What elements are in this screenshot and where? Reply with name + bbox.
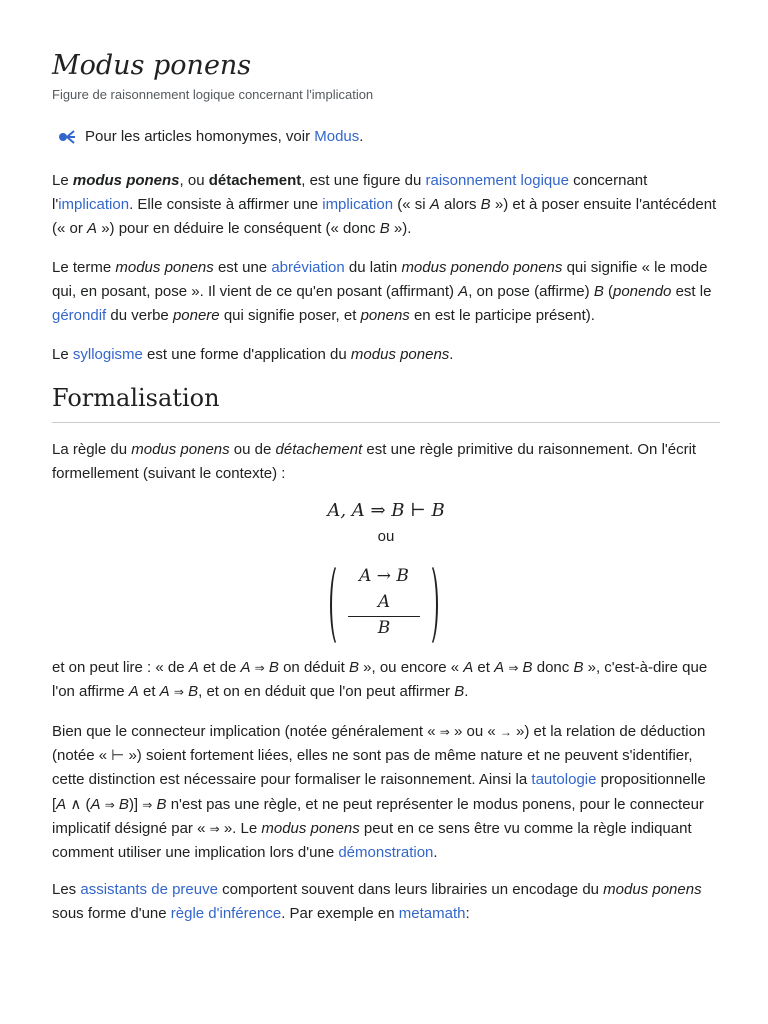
link-implication-2[interactable]: implication: [322, 196, 394, 214]
math-var: B: [480, 196, 491, 214]
math-symbol: ⇒: [508, 661, 519, 675]
paragraph-lecture: [52, 656, 720, 704]
text-emphasis: modus ponens: [131, 441, 230, 458]
text: en est le participe présent).: [409, 307, 595, 325]
text: sous forme d'une: [52, 905, 171, 923]
math-symbol: ⇒: [104, 797, 115, 812]
text: »).: [389, 220, 412, 238]
math-var: B: [593, 283, 604, 301]
math-symbol: ⇒: [209, 821, 220, 836]
rule-premise-1: A → B: [359, 566, 409, 586]
text: (: [603, 283, 613, 301]
math-var: B: [118, 795, 129, 813]
text: et: [473, 659, 495, 676]
text: .: [464, 683, 469, 701]
paragraph-syllogisme: [52, 343, 720, 367]
text: et de: [198, 659, 241, 676]
text-emphasis: modus ponens: [72, 172, 180, 189]
page-title: Modus ponens: [52, 50, 252, 81]
text-emphasis: ponens: [360, 307, 410, 325]
text-emphasis: modus ponens: [603, 881, 702, 898]
paragraph-distinction: [52, 720, 720, 865]
text-emphasis: ponendo: [613, 283, 672, 301]
math-var: A: [188, 659, 199, 676]
text: du latin: [344, 259, 402, 276]
text: .: [433, 844, 438, 862]
math-var: B: [188, 683, 199, 701]
text: et on peut lire : « de: [52, 659, 189, 676]
section-heading-formalisation: Formalisation: [52, 384, 720, 423]
text: La règle du: [52, 441, 132, 458]
left-parenthesis: [330, 562, 348, 648]
text: . Elle consiste à affirmer une: [129, 196, 323, 214]
text: du verbe: [106, 307, 173, 325]
text: (« si: [393, 196, 430, 214]
text: ∧ (: [66, 795, 91, 813]
text: ») soient fortement liées, elles ne sont pas de même nature et ne peuvent s'identifier, cette distinction est nécessaire pour formaliser le raisonnement. Ainsi la: [52, 747, 693, 789]
text: », c'est-à-dire que l'on affirme: [52, 659, 708, 701]
text: , ou: [179, 172, 209, 189]
text: n'est pas une règle, et ne peut représenter le modus ponens, pour le connecteur implicatif désigné par «: [52, 795, 704, 837]
text-emphasis: modus ponendo ponens: [401, 259, 563, 276]
math-var: B: [348, 659, 359, 676]
math-var: A: [87, 220, 98, 238]
text-emphasis: détachement: [275, 441, 363, 458]
link-assistants-de-preuve[interactable]: assistants de preuve: [80, 881, 218, 898]
text: ». Le: [219, 819, 262, 837]
text: comportent souvent dans leurs librairies un encodage du: [217, 881, 604, 898]
text: .: [449, 346, 454, 363]
text-emphasis: modus ponens: [115, 259, 214, 276]
link-abreviation[interactable]: abréviation: [271, 259, 345, 276]
text: on déduit: [278, 659, 349, 676]
link-gerondif[interactable]: gérondif: [52, 307, 107, 325]
math-var: B: [522, 659, 533, 676]
rule-fraction-bar: [348, 616, 420, 617]
text: , on pose (affirme): [468, 283, 594, 301]
math-var: A: [429, 196, 440, 214]
text: ») et la relation de déduction (notée «: [52, 723, 706, 765]
rule-conclusion: B: [377, 618, 391, 638]
text: » ou «: [449, 723, 500, 740]
link-regle-inference[interactable]: règle d'inférence: [170, 905, 282, 923]
text: Le: [52, 346, 73, 363]
text: Le terme: [52, 259, 116, 276]
paragraph-formalisation: [52, 438, 720, 486]
page-subtitle: Figure de raisonnement logique concernant l'implication: [52, 87, 374, 102]
text: qui signifie poser, et: [219, 307, 361, 325]
math-symbol: ⊢: [111, 747, 125, 765]
math-var: B: [454, 683, 465, 701]
hatnote-end: .: [359, 128, 364, 145]
formula-inference-rule: [330, 562, 438, 646]
text: , est une figure du: [301, 172, 426, 189]
math-var: A: [128, 683, 139, 701]
math-var: B: [268, 659, 279, 676]
hatnote: [58, 128, 363, 145]
formula-sequent: A, A ⇒ B ⊢ B: [327, 500, 445, 521]
text: est une forme d'application du: [142, 346, 351, 363]
math-symbol: →: [499, 725, 512, 739]
text-emphasis: ponere: [172, 307, 220, 325]
text: donc: [532, 659, 574, 676]
math-symbol: ⇒: [439, 725, 450, 739]
link-demonstration[interactable]: démonstration: [338, 844, 434, 862]
link-tautologie[interactable]: tautologie: [531, 771, 597, 789]
text: est une: [213, 259, 272, 276]
paragraph-etymology: [52, 256, 720, 329]
text-emphasis: modus ponens: [261, 819, 360, 837]
right-parenthesis: [420, 562, 438, 648]
link-metamath[interactable]: metamath: [398, 905, 466, 923]
text: alors: [439, 196, 481, 214]
math-var: B: [156, 795, 167, 813]
math-symbol: ⇒: [254, 661, 265, 675]
math-var: A: [56, 795, 67, 813]
math-symbol: ⇒: [142, 797, 153, 812]
link-raisonnement-logique[interactable]: raisonnement logique: [425, 172, 569, 189]
math-var: A: [458, 283, 469, 301]
hatnote-text: Pour les articles homonymes, voir: [85, 128, 315, 145]
text: concernant l': [52, 172, 648, 214]
disambiguation-icon: [58, 129, 78, 145]
text: )]: [128, 795, 143, 813]
math-var: A: [159, 683, 170, 701]
text-emphasis: modus ponens: [350, 346, 450, 363]
text: . Par exemple en: [281, 905, 399, 923]
link-implication[interactable]: implication: [58, 196, 130, 214]
text: ») pour en déduire le conséquent (« donc: [97, 220, 380, 238]
text: peut en ce sens être vu comme la règle indiquant comment utiliser une implication lors d'une: [52, 819, 692, 862]
math-var: A: [463, 659, 474, 676]
text: Bien que le connecteur implication (notée généralement «: [52, 723, 440, 740]
paragraph-assistants: [52, 878, 720, 926]
text: ») et à poser ensuite l'antécédent (« or: [52, 196, 717, 238]
text: propositionnelle [: [52, 771, 706, 813]
formula-separator: ou: [377, 528, 395, 545]
text: , et on en déduit que l'on peut affirmer: [198, 683, 455, 701]
link-syllogisme[interactable]: syllogisme: [72, 346, 143, 363]
text: Le: [52, 172, 73, 189]
rule-premise-2: A: [377, 592, 391, 612]
text: ou de: [229, 441, 276, 458]
text: et: [138, 683, 160, 701]
text: est une règle primitive du raisonnement. On l'écrit formellement (suivant le contexte) :: [52, 441, 697, 483]
paragraph-intro: [52, 169, 720, 242]
math-symbol: ⇒: [173, 685, 184, 700]
text: est le: [671, 283, 712, 301]
text: Les: [52, 881, 81, 898]
math-var: A: [494, 659, 505, 676]
math-var: A: [240, 659, 251, 676]
text: », ou encore «: [359, 659, 464, 676]
math-var: B: [379, 220, 390, 238]
math-var: A: [90, 795, 101, 813]
text: :: [465, 905, 470, 923]
text: qui signifie « le mode qui, en posant, pose ». Il vient de ce qu'en posant (affirmant): [52, 259, 708, 301]
math-var: B: [573, 659, 584, 676]
text-bold: détachement: [208, 172, 302, 189]
link-modus[interactable]: Modus: [314, 128, 360, 145]
